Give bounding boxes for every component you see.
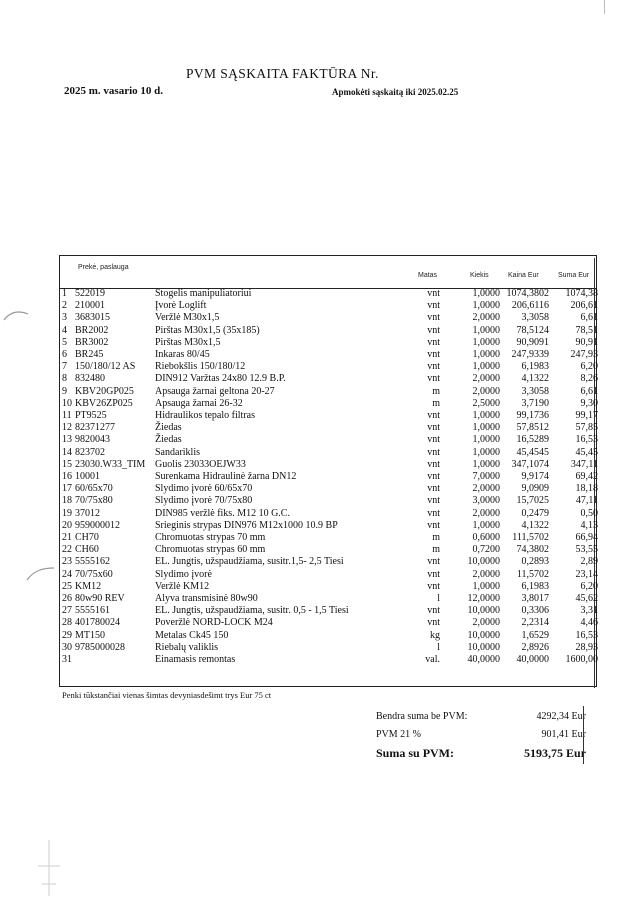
item-sum: 3,31 (580, 605, 598, 617)
item-price: 15,7025 (516, 495, 549, 507)
item-code: BR2002 (75, 324, 109, 336)
item-name: Slydimo įvorė 70/75x80 (155, 495, 253, 507)
item-unit: vnt (427, 556, 440, 568)
item-code: 70/75x80 (75, 495, 113, 507)
item-code: 522019 (75, 288, 105, 299)
item-name: Chromuotas strypas 60 mm (155, 544, 266, 556)
item-code: 3683015 (75, 312, 110, 324)
item-price: 2,8926 (521, 641, 549, 653)
column-header-unit: Matas (418, 272, 438, 279)
item-price: 9,9174 (521, 471, 549, 482)
item-price: 206,6116 (511, 300, 549, 312)
item-qty: 3,0000 (472, 495, 500, 507)
row-number: 31 (62, 654, 72, 665)
item-qty: 2,0000 (472, 483, 500, 495)
item-code: 150/180/12 AS (75, 361, 136, 373)
item-price: 6,1983 (521, 580, 549, 592)
item-price: 4,1322 (521, 519, 549, 531)
table-row (0, 508, 636, 520)
row-number: 12 (62, 422, 72, 434)
item-unit: vnt (427, 349, 440, 360)
row-number: 10 (62, 397, 72, 409)
item-code: 37012 (75, 507, 100, 519)
item-qty: 40,0000 (467, 654, 500, 665)
table-row (0, 520, 636, 532)
row-number: 16 (62, 471, 72, 482)
gross-total-label: Suma su PVM: (376, 746, 455, 760)
table-row (0, 312, 636, 324)
row-number: 11 (62, 410, 72, 421)
row-number: 26 (62, 593, 72, 604)
item-price: 78,5124 (516, 324, 549, 336)
table-row (0, 325, 636, 337)
item-qty: 1,0000 (472, 446, 500, 458)
row-number: 22 (62, 544, 72, 556)
item-unit: vnt (427, 288, 440, 299)
table-row (0, 361, 636, 373)
item-price: 1,6529 (521, 629, 549, 641)
table-row (0, 373, 636, 385)
row-number: 21 (62, 532, 72, 543)
column-header-sum: Suma Eur (558, 272, 590, 279)
item-unit: vnt (427, 471, 440, 482)
item-price: 247,9339 (511, 349, 549, 360)
item-sum: 206,61 (570, 300, 598, 312)
row-number: 24 (62, 568, 72, 580)
row-number: 4 (62, 324, 67, 336)
item-code: BR3002 (75, 336, 109, 348)
item-sum: 6,20 (580, 361, 598, 373)
item-unit: vnt (427, 458, 440, 470)
item-name: Apsauga žarnai geltona 20-27 (155, 385, 275, 397)
item-sum: 4,46 (580, 617, 598, 629)
column-header-price: Kaina Eur (508, 272, 539, 279)
item-sum: 47,11 (575, 495, 598, 507)
item-sum: 1074,38 (565, 288, 598, 299)
item-unit: vnt (427, 434, 440, 446)
item-code: KM12 (75, 580, 102, 592)
item-unit: vnt (427, 617, 440, 629)
item-price: 0,2893 (521, 556, 549, 568)
row-number: 29 (62, 629, 72, 641)
vat-label: PVM 21 % (376, 729, 422, 740)
item-sum: 0,50 (580, 507, 598, 519)
item-qty: 0,7200 (472, 544, 500, 556)
table-row (0, 447, 636, 459)
item-qty: 2,0000 (472, 617, 500, 629)
item-qty: 1,0000 (472, 300, 500, 312)
watermark-decoration (32, 836, 66, 900)
item-code: 80w90 REV (75, 593, 125, 604)
item-sum: 45,45 (575, 446, 598, 458)
item-code: 9820043 (75, 434, 110, 446)
item-price: 3,8017 (521, 593, 549, 604)
item-unit: val. (425, 654, 440, 665)
item-price: 57,8512 (516, 422, 549, 434)
item-qty: 10,0000 (467, 556, 500, 568)
table-row (0, 654, 636, 666)
table-row (0, 434, 636, 446)
item-sum: 57,85 (575, 422, 598, 434)
item-qty: 2,0000 (472, 312, 500, 324)
item-name: Inkaras 80/45 (155, 349, 210, 360)
item-price: 9,0909 (521, 483, 549, 495)
item-qty: 2,0000 (472, 568, 500, 580)
row-number: 5 (62, 336, 67, 348)
vat-value: 901,41 Eur (541, 729, 586, 740)
item-qty: 1,0000 (472, 324, 500, 336)
item-sum: 45,62 (575, 593, 598, 604)
table-row (0, 532, 636, 544)
table-row (0, 544, 636, 556)
item-code: 5555162 (75, 556, 110, 568)
table-row (0, 642, 636, 654)
item-qty: 1,0000 (472, 349, 500, 360)
item-unit: l (437, 641, 440, 653)
item-sum: 99,17 (575, 410, 598, 421)
table-row (0, 581, 636, 593)
item-qty: 2,0000 (472, 507, 500, 519)
item-unit: vnt (427, 580, 440, 592)
row-number: 2 (62, 300, 67, 312)
table-row (0, 337, 636, 349)
row-number: 20 (62, 519, 72, 531)
item-qty: 2,5000 (472, 397, 500, 409)
row-number: 30 (62, 641, 72, 653)
item-qty: 1,0000 (472, 434, 500, 446)
row-number: 9 (62, 385, 67, 397)
table-row (0, 288, 636, 300)
item-code: 9785000028 (75, 641, 125, 653)
item-code: 832480 (75, 373, 105, 385)
item-sum: 1600,00 (565, 654, 598, 665)
item-unit: vnt (427, 446, 440, 458)
item-name: Žiedas (155, 434, 182, 446)
item-name: Pirštas M30x1,5 (35x185) (155, 324, 260, 336)
row-number: 3 (62, 312, 67, 324)
item-name: Stogelis manipuliatoriui (155, 288, 252, 299)
item-code: 959000012 (75, 519, 120, 531)
item-unit: vnt (427, 507, 440, 519)
table-row (0, 398, 636, 410)
totals-column-rule (583, 706, 584, 764)
item-sum: 9,30 (580, 397, 598, 409)
item-code: 60/65x70 (75, 483, 113, 495)
item-name: Pirštas M30x1,5 (155, 336, 221, 348)
item-code: PT9525 (75, 410, 107, 421)
item-price: 45,4545 (516, 446, 549, 458)
item-qty: 1,0000 (472, 288, 500, 299)
item-price: 2,2314 (521, 617, 549, 629)
payment-due: Apmokėti sąskaitą iki 2025.02.25 (332, 87, 459, 97)
item-unit: vnt (427, 361, 440, 373)
item-unit: vnt (427, 605, 440, 617)
row-number: 19 (62, 507, 72, 519)
row-number: 13 (62, 434, 72, 446)
item-unit: m (432, 532, 440, 543)
item-price: 40,0000 (516, 654, 549, 665)
item-price: 0,3306 (521, 605, 549, 617)
scan-edge-decoration (604, 0, 605, 14)
table-row (0, 410, 636, 422)
item-unit: vnt (427, 312, 440, 324)
item-sum: 347,11 (570, 458, 598, 470)
invoice-date: 2025 m. vasario 10 d. (64, 85, 163, 97)
item-qty: 10,0000 (467, 605, 500, 617)
row-number: 7 (62, 361, 67, 373)
item-sum: 90,91 (575, 336, 598, 348)
item-name: Einamasis remontas (155, 654, 236, 665)
row-number: 28 (62, 617, 72, 629)
item-code: KBV26ZP025 (75, 397, 133, 409)
item-unit: vnt (427, 422, 440, 434)
item-qty: 12,0000 (467, 593, 500, 604)
row-number: 17 (62, 483, 72, 495)
item-code: 82371277 (75, 422, 115, 434)
row-number: 1 (62, 288, 67, 299)
gross-total-value: 5193,75 Eur (523, 746, 586, 760)
amount-in-words: Penki tūkstančiai vienas šimtas devyniasdešimt trys Eur 75 ct (62, 690, 272, 700)
item-price: 99,1736 (516, 410, 549, 421)
item-name: Riebokšlis 150/180/12 (155, 361, 246, 373)
item-sum: 6,61 (580, 385, 598, 397)
item-code: 823702 (75, 446, 105, 458)
item-sum: 53,55 (575, 544, 598, 556)
item-qty: 7,0000 (472, 471, 500, 482)
item-qty: 2,0000 (472, 385, 500, 397)
item-qty: 10,0000 (467, 629, 500, 641)
item-qty: 1,0000 (472, 410, 500, 421)
item-name: Veržlė M30x1,5 (155, 312, 220, 324)
item-code: 5555161 (75, 605, 110, 617)
item-sum: 16,53 (575, 434, 598, 446)
item-name: DIN985 veržlė fiks. M12 10 G.C. (155, 507, 290, 519)
item-name: DIN912 Varžtas 24x80 12.9 B.P. (155, 373, 286, 385)
item-name: EL. Jungtis, užspaudžiama, susitr. 0,5 - 1,5 Tiesi (155, 605, 349, 617)
item-name: Slydimo įvorė (155, 568, 212, 580)
item-name: Veržlė KM12 (155, 580, 210, 592)
item-unit: l (437, 593, 440, 604)
item-price: 3,3058 (521, 312, 549, 324)
item-qty: 10,0000 (467, 641, 500, 653)
row-number: 8 (62, 373, 67, 385)
table-row (0, 630, 636, 642)
scan-mark-decoration (2, 302, 32, 326)
item-sum: 66,94 (575, 532, 598, 543)
item-name: Riebalų valiklis (155, 641, 219, 653)
item-sum: 2,89 (580, 556, 598, 568)
document-title: PVM SĄSKAITA FAKTŪRA Nr. (186, 66, 379, 81)
item-price: 16,5289 (516, 434, 549, 446)
item-name: Guolis 23033OEJW33 (155, 458, 246, 470)
row-number: 18 (62, 495, 72, 507)
table-row (0, 495, 636, 507)
table-row (0, 569, 636, 581)
item-name: Alyva transmisinė 80w90 (155, 593, 258, 604)
item-unit: vnt (427, 495, 440, 507)
item-qty: 1,0000 (472, 336, 500, 348)
item-name: Metalas Ck45 150 (155, 629, 229, 641)
table-row (0, 556, 636, 568)
item-name: Įvorė Loglift (155, 300, 207, 312)
item-price: 1074,3802 (506, 288, 549, 299)
column-header-item: Prekė, paslauga (78, 264, 129, 271)
item-code: 401780024 (75, 617, 120, 629)
item-sum: 6,61 (580, 312, 598, 324)
item-qty: 2,0000 (472, 373, 500, 385)
table-row (0, 471, 636, 483)
table-row (0, 593, 636, 605)
item-unit: vnt (427, 410, 440, 421)
item-name: Srieginis strypas DIN976 M12x1000 10.9 BP (155, 519, 338, 531)
item-unit: vnt (427, 483, 440, 495)
item-price: 11,5702 (516, 568, 549, 580)
item-name: Slydimo įvorė 60/65x70 (155, 483, 253, 495)
item-name: Žiedas (155, 422, 182, 434)
item-name: Surenkama Hidraulinė žarna DN12 (155, 471, 297, 482)
item-price: 111,5702 (512, 532, 549, 543)
item-code: 23030.W33_TIM (75, 458, 146, 470)
item-code: 210001 (75, 300, 105, 312)
item-sum: 4,13 (580, 519, 598, 531)
item-qty: 1,0000 (472, 361, 500, 373)
item-code: KBV20GP025 (75, 385, 134, 397)
net-total-label: Bendra suma be PVM: (376, 711, 468, 722)
table-row (0, 605, 636, 617)
row-number: 14 (62, 446, 72, 458)
item-unit: vnt (427, 300, 440, 312)
item-sum: 23,14 (575, 568, 598, 580)
item-price: 347,1074 (511, 458, 549, 470)
item-unit: vnt (427, 336, 440, 348)
item-qty: 1,0000 (472, 580, 500, 592)
item-qty: 0,6000 (472, 532, 500, 543)
item-qty: 1,0000 (472, 422, 500, 434)
table-row (0, 386, 636, 398)
table-row (0, 459, 636, 471)
item-unit: vnt (427, 324, 440, 336)
item-name: EL. Jungtis, užspaudžiama, susitr.1,5- 2,5 Tiesi (155, 556, 344, 568)
row-number: 27 (62, 605, 72, 617)
item-sum: 78,51 (575, 324, 598, 336)
item-name: Sandariklis (155, 446, 200, 458)
item-sum: 8,26 (580, 373, 598, 385)
scan-mark-decoration (24, 560, 58, 584)
row-number: 23 (62, 556, 72, 568)
item-unit: vnt (427, 568, 440, 580)
item-sum: 247,93 (570, 349, 598, 360)
item-sum: 18,18 (575, 483, 598, 495)
item-name: Apsauga žarnai 26-32 (155, 397, 243, 409)
item-unit: vnt (427, 373, 440, 385)
item-sum: 6,20 (580, 580, 598, 592)
item-name: Poveržlė NORD-LOCK M24 (155, 617, 273, 629)
row-number: 25 (62, 580, 72, 592)
item-sum: 16,53 (575, 629, 598, 641)
item-qty: 1,0000 (472, 519, 500, 531)
item-qty: 1,0000 (472, 458, 500, 470)
item-code: CH60 (75, 544, 99, 556)
row-number: 6 (62, 349, 67, 360)
item-code: 70/75x60 (75, 568, 113, 580)
item-unit: m (432, 544, 440, 556)
item-sum: 28,93 (575, 641, 598, 653)
item-code: 10001 (75, 471, 100, 482)
column-header-qty: Kiekis (470, 272, 489, 279)
row-number: 15 (62, 458, 72, 470)
item-price: 0,2479 (521, 507, 549, 519)
table-row (0, 617, 636, 629)
item-price: 74,3802 (516, 544, 549, 556)
table-row (0, 300, 636, 312)
item-code: MT150 (75, 629, 105, 641)
item-name: Chromuotas strypas 70 mm (155, 532, 266, 543)
item-price: 6,1983 (521, 361, 549, 373)
item-sum: 69,42 (575, 471, 598, 482)
item-price: 3,7190 (521, 397, 549, 409)
item-price: 4,1322 (521, 373, 549, 385)
item-code: BR245 (75, 349, 104, 360)
item-code: CH70 (75, 532, 99, 543)
item-unit: m (432, 397, 440, 409)
item-price: 3,3058 (521, 385, 549, 397)
item-name: Hidraulikos tepalo filtras (155, 410, 255, 421)
table-row (0, 483, 636, 495)
table-row (0, 422, 636, 434)
table-row (0, 349, 636, 361)
item-unit: kg (430, 629, 440, 641)
item-price: 90,9091 (516, 336, 549, 348)
item-unit: m (432, 385, 440, 397)
item-unit: vnt (427, 519, 440, 531)
net-total-value: 4292,34 Eur (536, 711, 586, 722)
